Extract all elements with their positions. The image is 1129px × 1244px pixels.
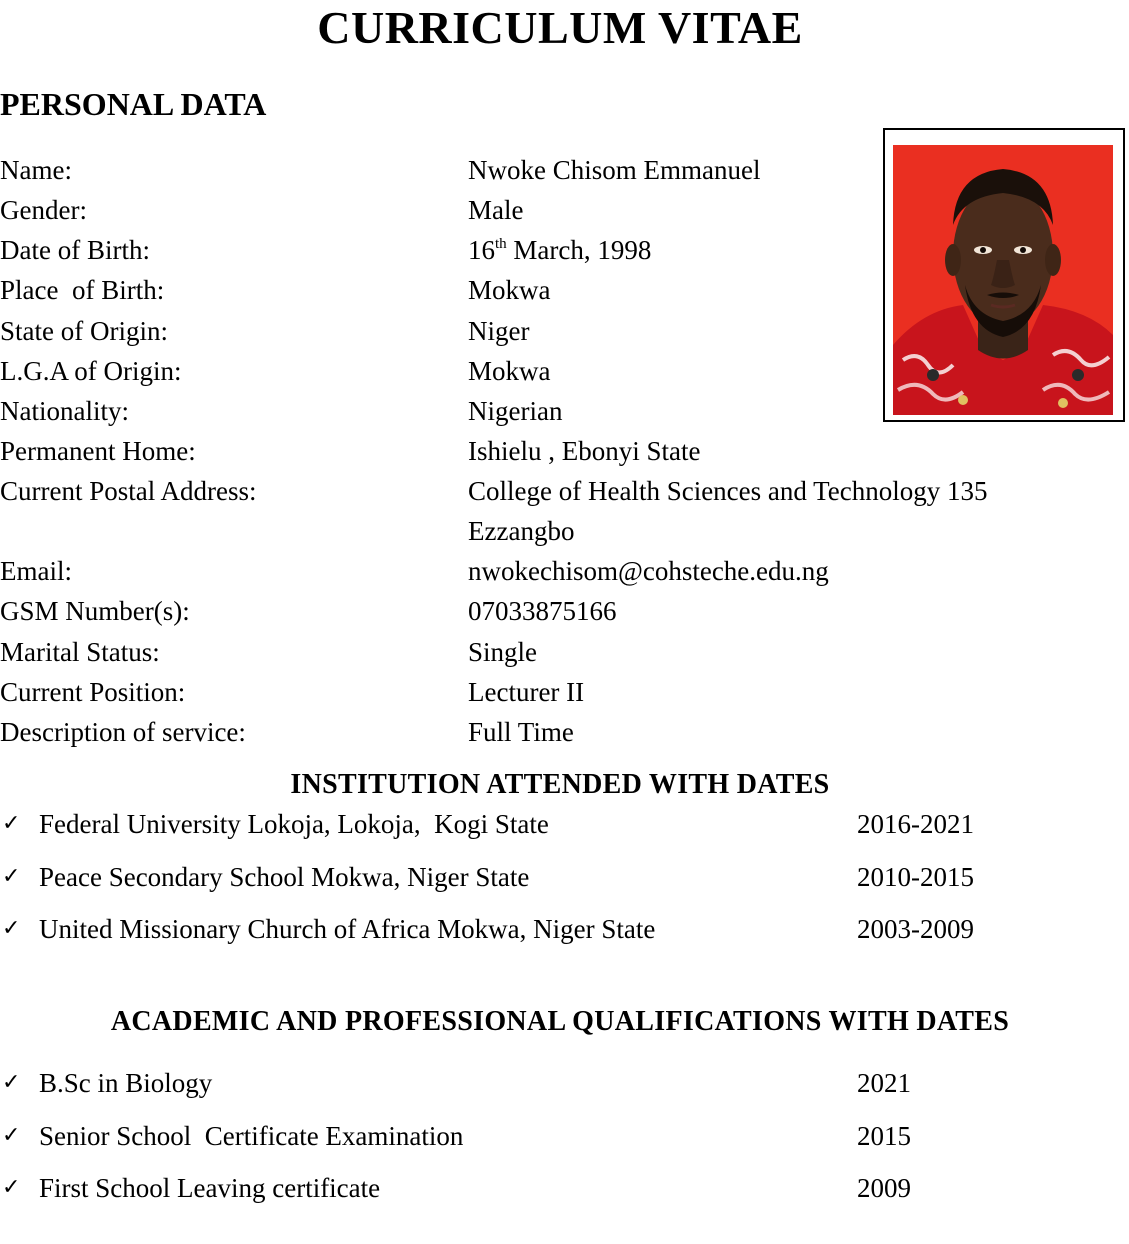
state-of-origin-label: State of Origin: xyxy=(0,316,168,346)
gsm-label: GSM Number(s): xyxy=(0,596,190,626)
check-icon: ✓ xyxy=(2,1123,21,1148)
qualification-year: 2015 xyxy=(857,1121,911,1151)
name-label: Name: xyxy=(0,155,72,185)
check-icon: ✓ xyxy=(2,916,21,941)
nationality-value: Nigerian xyxy=(468,396,563,426)
dob-month-year: March, 1998 xyxy=(506,235,652,265)
passport-photo-image xyxy=(893,145,1113,415)
lga-label: L.G.A of Origin: xyxy=(0,356,182,386)
personal-data-heading: PERSONAL DATA xyxy=(0,86,267,122)
description-of-service-value: Full Time xyxy=(468,717,574,747)
postal-address-label: Current Postal Address: xyxy=(0,476,257,506)
institution-name: United Missionary Church of Africa Mokwa, Niger State xyxy=(39,914,656,944)
institution-name: Federal University Lokoja, Lokoja, Kogi State xyxy=(39,809,549,839)
gsm-value: 07033875166 xyxy=(468,596,617,626)
description-of-service-label: Description of service: xyxy=(0,717,246,747)
marital-status-label: Marital Status: xyxy=(0,637,160,667)
state-of-origin-value: Niger xyxy=(468,316,530,346)
institution-dates: 2010-2015 xyxy=(857,862,974,892)
nationality-label: Nationality: xyxy=(0,396,129,426)
check-icon: ✓ xyxy=(2,864,21,889)
passport-photo-frame xyxy=(883,128,1125,422)
document-title: CURRICULUM VITAE xyxy=(317,2,803,53)
postal-address-value: College of Health Sciences and Technology 135 xyxy=(468,476,988,506)
current-position-value: Lecturer II xyxy=(468,677,585,707)
gender-label: Gender: xyxy=(0,195,87,225)
permanent-home-label: Permanent Home: xyxy=(0,436,196,466)
check-icon: ✓ xyxy=(2,811,21,836)
qualification-year: 2021 xyxy=(857,1068,911,1098)
institution-name: Peace Secondary School Mokwa, Niger State xyxy=(39,862,530,892)
place-of-birth-value: Mokwa xyxy=(468,275,551,305)
permanent-home-value: Ishielu , Ebonyi State xyxy=(468,436,701,466)
qualifications-heading: ACADEMIC AND PROFESSIONAL QUALIFICATIONS WITH DATES xyxy=(110,1006,1010,1037)
institutions-heading: INSTITUTION ATTENDED WITH DATES xyxy=(290,769,830,800)
dob-day: 16 xyxy=(468,235,495,265)
institution-dates: 2003-2009 xyxy=(857,914,974,944)
dob-day-suffix: th xyxy=(495,236,507,252)
current-position-label: Current Position: xyxy=(0,677,186,707)
postal-address-value-line2: Ezzangbo xyxy=(468,516,575,546)
institution-dates: 2016-2021 xyxy=(857,809,974,839)
lga-value: Mokwa xyxy=(468,356,551,386)
check-icon: ✓ xyxy=(2,1070,21,1095)
email-value: nwokechisom@cohsteche.edu.ng xyxy=(468,556,829,586)
name-value: Nwoke Chisom Emmanuel xyxy=(468,155,761,185)
marital-status-value: Single xyxy=(468,637,538,667)
place-of-birth-label: Place of Birth: xyxy=(0,275,165,305)
check-icon: ✓ xyxy=(2,1175,21,1200)
gender-value: Male xyxy=(468,195,524,225)
dob-value xyxy=(468,230,651,270)
qualification-name: B.Sc in Biology xyxy=(39,1068,213,1098)
dob-label: Date of Birth: xyxy=(0,235,150,265)
qualification-name: First School Leaving certificate xyxy=(39,1173,381,1203)
email-label: Email: xyxy=(0,556,72,586)
qualification-name: Senior School Certificate Examination xyxy=(39,1121,464,1151)
qualification-year: 2009 xyxy=(857,1173,911,1203)
passport-photo xyxy=(893,145,1113,415)
